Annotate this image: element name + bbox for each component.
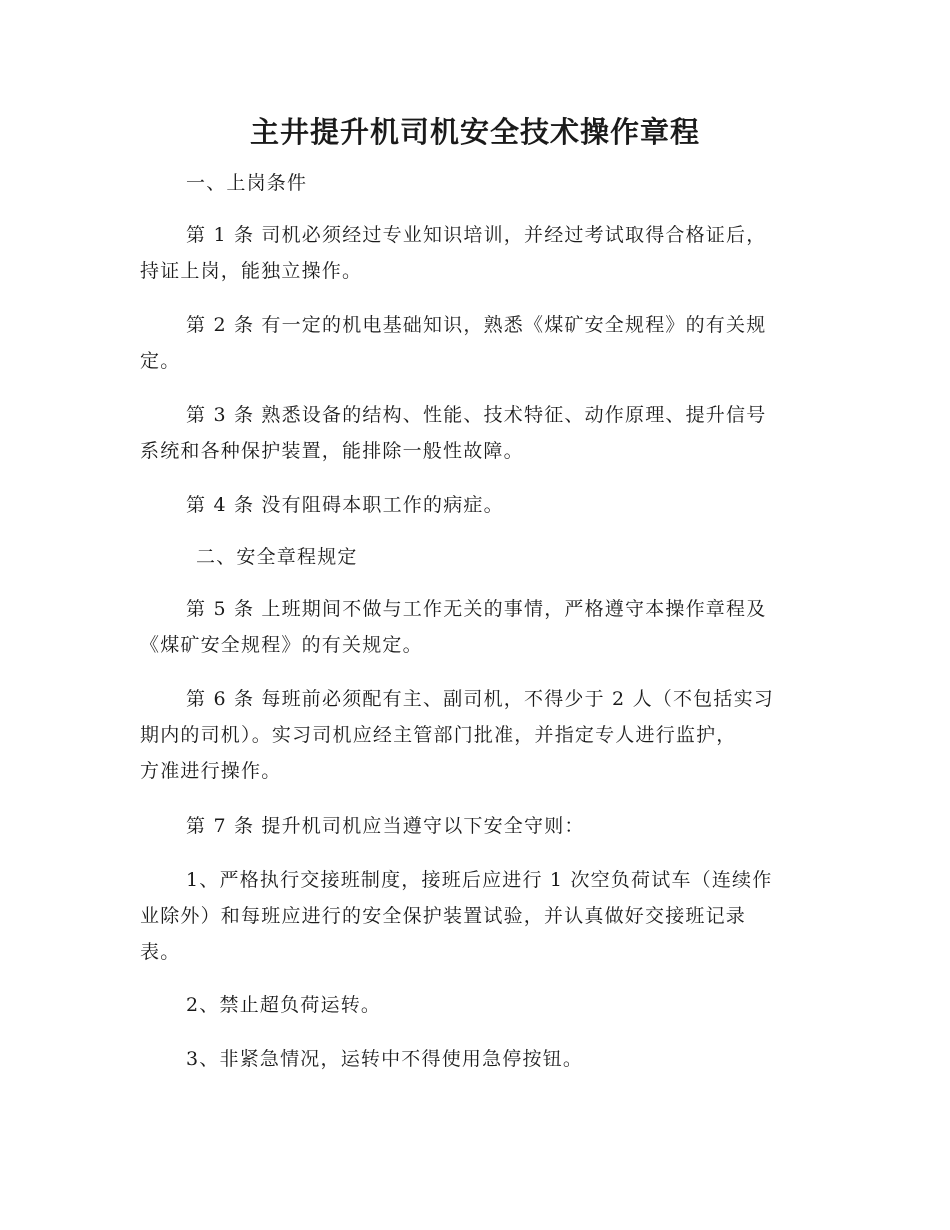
text-line: 业除外）和每班应进行的安全保护装置试验，并认真做好交接班记录	[140, 905, 747, 927]
text-line: 表。	[140, 941, 181, 963]
text-line: 第 6 条 每班前必须配有主、副司机，不得少于 2 人（不包括实习	[186, 688, 774, 710]
rule-item-3	[140, 1041, 808, 1077]
text-line: 持证上岗，能独立操作。	[140, 260, 363, 282]
text-line: 第 2 条 有一定的机电基础知识，熟悉《煤矿安全规程》的有关规	[186, 314, 767, 336]
text-line: 系统和各种保护装置，能排除一般性故障。	[140, 440, 524, 462]
text-line: 第 7 条 提升机司机应当遵守以下安全守则：	[186, 815, 585, 837]
article-1	[140, 217, 808, 289]
text-line: 二、安全章程规定	[196, 546, 358, 568]
text-line: 1、严格执行交接班制度，接班后应进行 1 次空负荷试车（连续作	[186, 869, 773, 891]
text-line: 期内的司机）。实习司机应经主管部门批准，并指定专人进行监护，	[140, 724, 737, 746]
text-line: 2、禁止超负荷运转。	[186, 994, 382, 1016]
text-line: 《煤矿安全规程》的有关规定。	[140, 634, 423, 656]
rule-item-2	[140, 987, 808, 1023]
text-line: 第 5 条 上班期间不做与工作无关的事情，严格遵守本操作章程及	[186, 598, 767, 620]
text-line: 第 4 条 没有阻碍本职工作的病症。	[186, 494, 504, 516]
text-line: 第 1 条 司机必须经过专业知识培训，并经过考试取得合格证后，	[186, 224, 767, 246]
section-heading-2	[140, 539, 808, 575]
rule-item-1	[140, 862, 808, 970]
article-6	[140, 681, 808, 789]
article-3	[140, 397, 808, 469]
section-heading-1	[140, 165, 808, 201]
document-title: 主井提升机司机安全技术操作章程	[249, 115, 700, 149]
article-4	[140, 487, 808, 523]
text-line: 一、上岗条件	[186, 172, 308, 194]
text-line: 3、非紧急情况，运转中不得使用急停按钮。	[186, 1048, 584, 1070]
text-line: 方准进行操作。	[140, 760, 282, 782]
article-2	[140, 307, 808, 379]
article-7	[140, 808, 808, 844]
text-line: 定。	[140, 350, 181, 372]
article-5	[140, 591, 808, 663]
text-line: 第 3 条 熟悉设备的结构、性能、技术特征、动作原理、提升信号	[186, 404, 767, 426]
